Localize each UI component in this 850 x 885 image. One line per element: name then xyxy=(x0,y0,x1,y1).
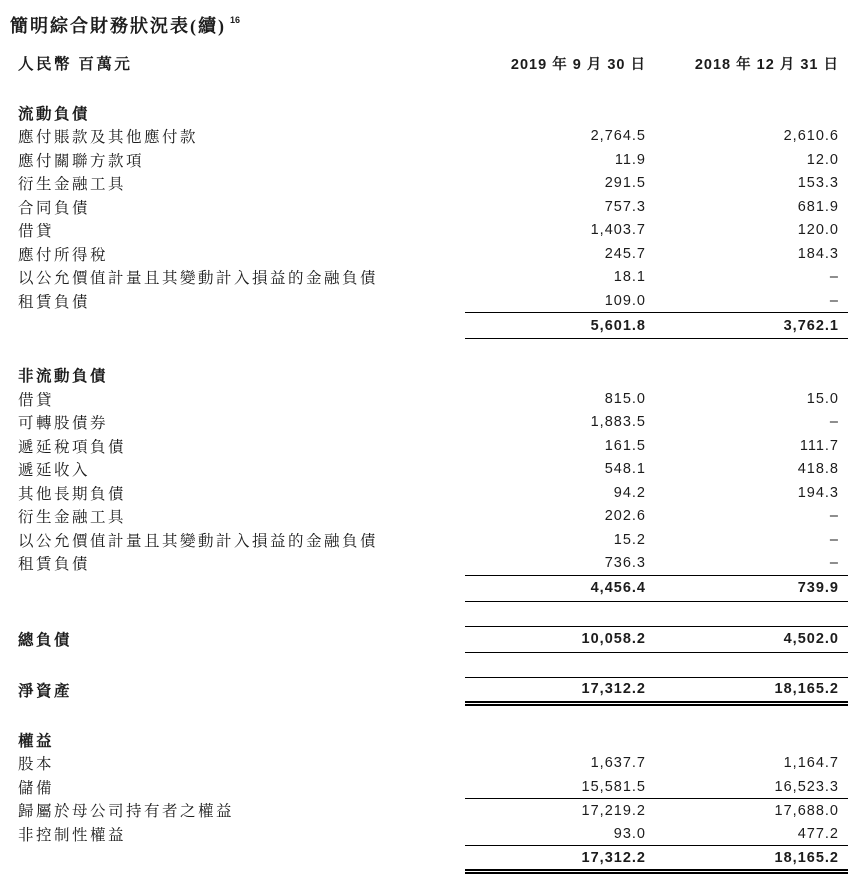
line-item-row xyxy=(0,219,848,243)
financial-position-table xyxy=(0,50,848,874)
value-2019: 548.1 xyxy=(604,461,646,478)
value-2018: – xyxy=(829,292,839,309)
line-item-label: 以公允價值計量且其變動計入損益的金融負債 xyxy=(18,532,379,550)
value-2018: 16,523.3 xyxy=(648,775,848,799)
spacer-cell xyxy=(0,652,848,677)
value-2019 xyxy=(465,101,648,125)
line-item-label: 應付賬款及其他應付款 xyxy=(18,129,199,147)
value-2019: 15,581.5 xyxy=(465,775,648,799)
line-item-label: 非流動負債 xyxy=(18,368,109,386)
value-2019: 4,456.4 xyxy=(465,575,648,601)
value-2018: – xyxy=(829,508,839,525)
total-row xyxy=(0,677,848,703)
line-item-row xyxy=(0,387,848,411)
value-2018: 18,165.2 xyxy=(648,846,848,872)
line-item-label: 應付所得稅 xyxy=(18,246,109,264)
line-item-label: 應付關聯方款項 xyxy=(18,152,145,170)
value-2019: 815.0 xyxy=(604,390,646,407)
line-item-row xyxy=(0,775,848,799)
value-2019: 5,601.8 xyxy=(465,313,648,339)
value-2018: 2,610.6 xyxy=(783,128,839,145)
spacer-row xyxy=(0,76,848,101)
value-2018: – xyxy=(829,414,839,431)
line-item-row xyxy=(0,434,848,458)
value-2019 xyxy=(465,728,648,752)
line-item-label: 可轉股債券 xyxy=(18,415,109,433)
value-2018: – xyxy=(829,555,839,571)
line-item-row xyxy=(0,799,848,823)
value-2018: 12.0 xyxy=(806,151,839,168)
total-row xyxy=(0,846,848,872)
value-2019: 93.0 xyxy=(465,822,648,846)
page-title xyxy=(10,8,850,38)
line-item-label xyxy=(0,846,465,872)
spacer-row xyxy=(0,339,848,364)
line-item-label: 儲備 xyxy=(18,779,55,797)
value-2019: 17,312.2 xyxy=(465,677,648,703)
currency-unit-header: 人民幣 百萬元 xyxy=(18,56,133,73)
line-item-label: 租賃負債 xyxy=(18,293,91,311)
line-item-label xyxy=(0,313,465,339)
value-2018 xyxy=(648,364,848,388)
line-item-label: 衍生金融工具 xyxy=(18,176,127,194)
line-item-label: 其他長期負債 xyxy=(18,485,127,503)
value-2018: 418.8 xyxy=(797,461,839,478)
line-item-label: 借貸 xyxy=(18,391,55,409)
line-item-row xyxy=(0,552,848,576)
title-footnote: 16 xyxy=(230,15,241,25)
line-item-row xyxy=(0,411,848,435)
value-2019: 11.9 xyxy=(614,151,646,168)
line-item-label: 以公允價值計量且其變動計入損益的金融負債 xyxy=(18,270,379,288)
value-2018: 194.3 xyxy=(797,484,839,501)
value-2018: – xyxy=(829,269,839,286)
line-item-label xyxy=(0,575,465,601)
line-item-label: 流動負債 xyxy=(18,105,91,123)
value-2019: 1,403.7 xyxy=(590,222,646,239)
section-heading-row xyxy=(0,101,848,125)
value-2019: 2,764.5 xyxy=(590,128,646,145)
spacer-cell xyxy=(0,601,848,626)
line-item-row xyxy=(0,289,848,313)
line-item-row xyxy=(0,125,848,149)
date-column-header-2018: 2018 年 12 月 31 日 xyxy=(694,56,839,73)
value-2019: 10,058.2 xyxy=(465,626,648,652)
value-2018: 153.3 xyxy=(797,175,839,192)
value-2019: 245.7 xyxy=(604,245,646,262)
value-2019: 161.5 xyxy=(604,437,646,454)
table-header-row xyxy=(0,50,848,76)
line-item-row xyxy=(0,458,848,482)
value-2019: 1,637.7 xyxy=(590,755,646,772)
line-item-label: 租賃負債 xyxy=(18,556,91,574)
value-2019: 94.2 xyxy=(613,484,646,501)
value-2018: 4,502.0 xyxy=(648,626,848,652)
line-item-label: 非控制性權益 xyxy=(18,826,127,844)
line-item-row xyxy=(0,528,848,552)
value-2019 xyxy=(465,364,648,388)
line-item-row xyxy=(0,195,848,219)
subtotal-row xyxy=(0,575,848,601)
line-item-row xyxy=(0,752,848,776)
line-item-label: 遞延收入 xyxy=(18,462,91,480)
date-column-header-2019: 2019 年 9 月 30 日 xyxy=(510,56,646,73)
subtotal-row xyxy=(0,313,848,339)
value-2018: 681.9 xyxy=(797,198,839,215)
line-item-row xyxy=(0,481,848,505)
value-2019: 109.0 xyxy=(604,292,646,309)
value-2019: 202.6 xyxy=(604,508,646,525)
value-2019: 18.1 xyxy=(613,269,646,286)
spacer-row xyxy=(0,703,848,728)
line-item-label: 股本 xyxy=(18,756,55,774)
value-2019: 15.2 xyxy=(613,531,646,548)
value-2018: 3,762.1 xyxy=(648,313,848,339)
line-item-row xyxy=(0,266,848,290)
line-item-row xyxy=(0,505,848,529)
page-title-text: 簡明綜合財務狀況表(續) xyxy=(10,16,226,36)
value-2018: 120.0 xyxy=(797,222,839,239)
value-2018: – xyxy=(829,531,839,548)
value-2018: 184.3 xyxy=(797,245,839,262)
line-item-row xyxy=(0,148,848,172)
spacer-cell xyxy=(0,703,848,728)
section-heading-row xyxy=(0,364,848,388)
value-2018: 17,688.0 xyxy=(774,802,839,819)
line-item-label: 總負債 xyxy=(18,632,73,649)
line-item-label: 權益 xyxy=(18,732,55,750)
value-2019: 736.3 xyxy=(604,555,646,571)
line-item-row xyxy=(0,822,848,846)
total-row xyxy=(0,626,848,652)
value-2019: 1,883.5 xyxy=(590,414,646,431)
value-2019: 17,312.2 xyxy=(465,846,648,872)
line-item-label: 遞延稅項負債 xyxy=(18,438,127,456)
section-heading-row xyxy=(0,728,848,752)
line-item-label: 衍生金融工具 xyxy=(18,509,127,527)
value-2018: 18,165.2 xyxy=(648,677,848,703)
value-2018 xyxy=(648,728,848,752)
line-item-label: 淨資產 xyxy=(18,683,73,700)
line-item-row xyxy=(0,172,848,196)
line-item-row xyxy=(0,242,848,266)
value-2018: 739.9 xyxy=(648,575,848,601)
value-2019: 17,219.2 xyxy=(581,802,646,819)
line-item-label: 合同負債 xyxy=(18,199,91,217)
spacer-cell xyxy=(0,339,848,364)
spacer-row xyxy=(0,652,848,677)
value-2018 xyxy=(648,101,848,125)
value-2019: 291.5 xyxy=(604,175,646,192)
line-item-label: 借貸 xyxy=(18,223,55,241)
value-2018: 477.2 xyxy=(648,822,848,846)
line-item-label: 歸屬於母公司持有者之權益 xyxy=(18,803,235,821)
spacer-row xyxy=(0,601,848,626)
table-body xyxy=(0,76,848,872)
value-2019: 757.3 xyxy=(604,198,646,215)
value-2018: 1,164.7 xyxy=(783,755,839,772)
value-2018: 15.0 xyxy=(806,390,839,407)
spacer-cell xyxy=(0,76,848,101)
value-2018: 111.7 xyxy=(799,437,839,454)
